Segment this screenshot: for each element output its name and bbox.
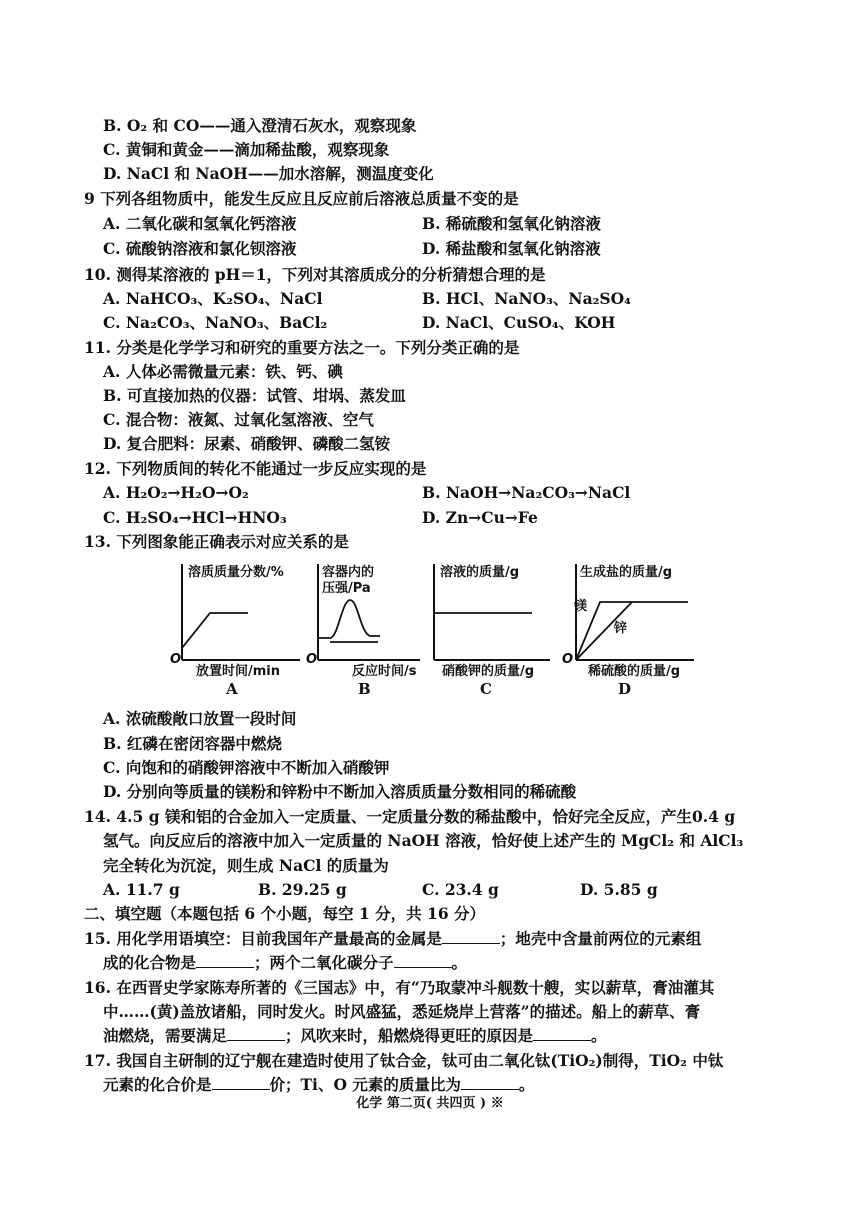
graph-b-ylabel-2: 压强/Pa xyxy=(322,581,371,596)
q11-option-d: D. 复合肥料：尿素、硝酸钾、磷酸二氢铵 xyxy=(103,434,391,453)
graph-c xyxy=(420,560,560,700)
q14-line-3: 完全转化为沉淀，则生成 NaCl 的质量为 xyxy=(103,856,389,875)
graph-a xyxy=(160,560,310,700)
q15-blank-2[interactable] xyxy=(196,953,254,968)
q9-option-d: D. 稀盐酸和氢氧化钠溶液 xyxy=(422,239,601,258)
graph-d-origin: O xyxy=(562,652,574,667)
q15-blank-1[interactable] xyxy=(442,929,500,944)
q10-stem: 10. 测得某溶液的 pH＝1，下列对其溶质成分的分析猜想合理的是 xyxy=(84,265,546,284)
q17-blank-1[interactable] xyxy=(212,1075,270,1090)
q14-option-a: A. 11.7 g xyxy=(103,880,180,899)
graph-d-label-zn: 锌 xyxy=(614,621,628,636)
q17-text-3: 。 xyxy=(518,1075,535,1094)
q14-line-2: 氢气。向反应后的溶液中加入一定质量的 NaOH 溶液，恰好使上述产生的 MgCl₂ 和 AlCl₃ xyxy=(103,831,744,850)
q14-option-c: C. 23.4 g xyxy=(422,880,499,899)
graph-a-ylabel: 溶质质量分数/% xyxy=(188,565,284,580)
q9-option-c: C. 硫酸钠溶液和氯化钡溶液 xyxy=(103,239,297,258)
q13-option-c: C. 向饱和的硝酸钾溶液中不断加入硝酸钾 xyxy=(103,758,390,777)
q8-option-b: B. O₂ 和 CO——通入澄清石灰水，观察现象 xyxy=(103,116,417,135)
q16-line-2: 中……(黄)盖放诸船，同时发火。时风盛猛，悉延烧岸上营落”的描述。船上的薪草、膏 xyxy=(103,1002,701,1021)
q12-option-a: A. H₂O₂→H₂O→O₂ xyxy=(103,483,249,502)
q12-option-b: B. NaOH→Na₂CO₃→NaCl xyxy=(422,483,631,502)
q11-option-b: B. 可直接加热的仪器：试管、坩埚、蒸发皿 xyxy=(103,386,406,405)
q8-option-c: C. 黄铜和黄金——滴加稀盐酸，观察现象 xyxy=(103,140,390,159)
q17-text-2: 价；Ti、O 元素的质量比为 xyxy=(269,1075,461,1094)
q8-option-d: D. NaCl 和 NaOH——加水溶解，测温度变化 xyxy=(103,164,434,183)
graph-d-letter: D xyxy=(618,680,632,698)
q11-stem: 11. 分类是化学学习和研究的重要方法之一。下列分类正确的是 xyxy=(84,338,520,357)
q15-line-1 xyxy=(84,928,701,950)
graph-d-xlabel: 稀硫酸的质量/g xyxy=(588,664,681,679)
q17-blank-2[interactable] xyxy=(461,1075,519,1090)
q9-option-b: B. 稀硫酸和氢氧化钠溶液 xyxy=(422,214,601,233)
graph-b-curve xyxy=(318,600,380,638)
q10-option-c: C. Na₂CO₃、NaNO₃、BaCl₂ xyxy=(103,313,328,332)
q15-text-5: 。 xyxy=(451,953,468,972)
graph-a-curve xyxy=(182,613,248,648)
q13-option-b: B. 红磷在密闭容器中燃烧 xyxy=(103,734,282,753)
q12-option-c: C. H₂SO₄→HCl→HNO₃ xyxy=(103,508,287,527)
graph-b-xlabel: 反应时间/s xyxy=(352,664,417,679)
graph-b xyxy=(300,560,435,700)
q16-text-3: 。 xyxy=(591,1026,607,1045)
q16-line-3 xyxy=(103,1025,607,1047)
q16-line-1: 16. 在西晋史学家陈寿所著的《三国志》中，有“乃取蒙冲斗舰数十艘，实以薪草，膏油灌其 xyxy=(84,978,715,997)
q15-line-2 xyxy=(103,952,467,974)
graph-a-letter: A xyxy=(226,680,238,698)
graph-b-letter: B xyxy=(358,680,371,698)
q13-stem: 13. 下列图象能正确表示对应关系的是 xyxy=(84,532,349,551)
section-2-heading: 二、填空题（本题包括 6 个小题，每空 1 分，共 16 分） xyxy=(84,904,486,923)
graph-a-xlabel: 放置时间/min xyxy=(196,664,281,679)
graph-d-curve-mg xyxy=(576,602,688,660)
graph-d-label-mg: 镁 xyxy=(574,599,588,614)
q10-option-b: B. HCl、NaNO₃、Na₂SO₄ xyxy=(422,289,631,308)
graph-a-origin: O xyxy=(170,652,182,667)
graph-c-ylabel: 溶液的质量/g xyxy=(440,565,520,580)
q16-blank-2[interactable] xyxy=(533,1026,591,1041)
q17-line-1: 17. 我国自主研制的辽宁舰在建造时使用了钛合金，钛可由二氧化钛(TiO₂)制得，TiO₂ 中钛 xyxy=(84,1051,724,1070)
q12-option-d: D. Zn→Cu→Fe xyxy=(422,508,538,527)
graph-c-letter: C xyxy=(480,680,492,698)
q15-text-2: ；地壳中含量前两位的元素组 xyxy=(499,929,702,948)
graph-b-ylabel-1: 容器内的 xyxy=(322,565,375,580)
q15-blank-3[interactable] xyxy=(394,953,452,968)
q17-line-2 xyxy=(103,1074,534,1096)
q17-text-1: 元素的化合价是 xyxy=(103,1075,212,1094)
q13-option-d: D. 分别向等质量的镁粉和锌粉中不断加入溶质质量分数相同的稀硫酸 xyxy=(103,782,577,801)
q16-text-1: 油燃烧，需要满足 xyxy=(103,1026,228,1045)
q14-option-d: D. 5.85 g xyxy=(580,880,658,899)
q14-option-b: B. 29.25 g xyxy=(258,880,347,899)
q10-option-d: D. NaCl、CuSO₄、KOH xyxy=(422,313,616,332)
q11-option-c: C. 混合物：液氮、过氧化氢溶液、空气 xyxy=(103,410,374,429)
q9-stem: 9 下列各组物质中，能发生反应且反应前后溶液总质量不变的是 xyxy=(84,189,519,208)
q16-blank-1[interactable] xyxy=(227,1026,285,1041)
q15-text-1: 15. 用化学用语填空：目前我国年产量最高的金属是 xyxy=(84,929,442,948)
q9-option-a: A. 二氧化碳和氢氧化钙溶液 xyxy=(103,214,297,233)
q15-text-3: 成的化合物是 xyxy=(103,953,197,972)
graph-d xyxy=(552,560,702,700)
q13-option-a: A. 浓硫酸敞口放置一段时间 xyxy=(103,709,297,728)
q14-line-1: 14. 4.5 g 镁和铝的合金加入一定质量、一定质量分数的稀盐酸中，恰好完全反应，产生0.4 g xyxy=(84,807,736,826)
q16-text-2: ；风吹来时，船燃烧得更旺的原因是 xyxy=(285,1026,534,1045)
q10-option-a: A. NaHCO₃、K₂SO₄、NaCl xyxy=(103,289,323,308)
q11-option-a: A. 人体必需微量元素：铁、钙、碘 xyxy=(103,362,343,381)
graph-c-xlabel: 硝酸钾的质量/g xyxy=(442,664,535,679)
page-footer: 化学 第二页( 共四页 ) ※ xyxy=(356,1096,504,1111)
graph-b-origin: O xyxy=(306,652,318,667)
graph-d-ylabel: 生成盐的质量/g xyxy=(580,565,673,580)
q12-stem: 12. 下列物质间的转化不能通过一步反应实现的是 xyxy=(84,459,427,478)
q15-text-4: ；两个二氧化碳分子 xyxy=(254,953,394,972)
